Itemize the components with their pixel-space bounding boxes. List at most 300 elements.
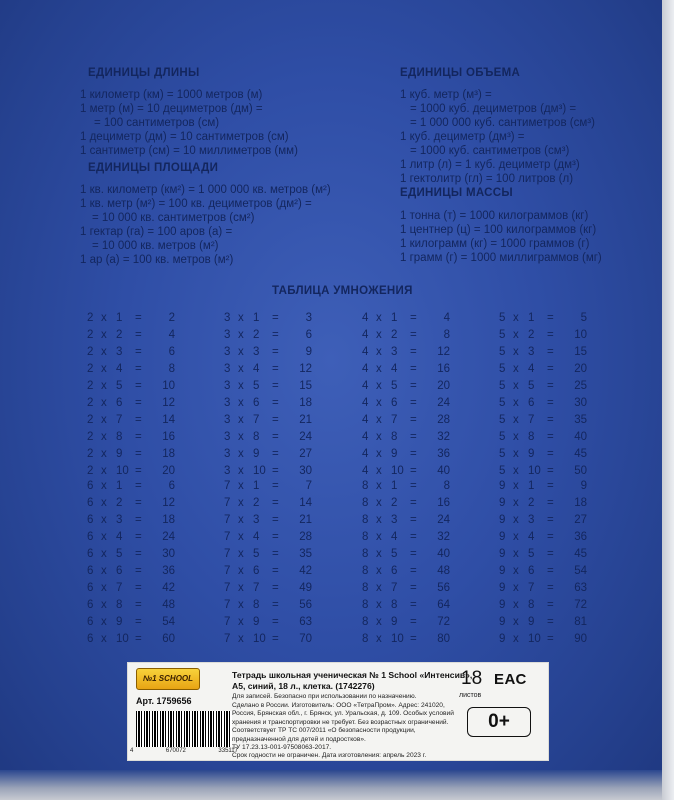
product-value: 72 xyxy=(437,616,450,628)
multiplier: 4 xyxy=(528,363,535,375)
multiplicand: 3 xyxy=(224,363,231,375)
area-line: = 10 000 кв. метров (м²) xyxy=(92,240,219,252)
multiplier: 2 xyxy=(528,329,535,341)
multiplication-row xyxy=(362,448,472,466)
multiplication-row xyxy=(87,380,197,398)
equals-sign: = xyxy=(547,414,554,426)
multiplication-row xyxy=(362,531,472,549)
times-sign: x xyxy=(238,480,244,492)
multiplier: 8 xyxy=(528,599,535,611)
multiplicand: 9 xyxy=(499,582,506,594)
volume-heading: ЕДИНИЦЫ ОБЪЕМА xyxy=(400,67,521,79)
multiplicand: 5 xyxy=(499,465,506,477)
times-sign: x xyxy=(376,380,382,392)
times-sign: x xyxy=(376,363,382,375)
multiplicand: 8 xyxy=(362,497,369,509)
barcode-number: 335117 xyxy=(218,748,238,754)
multiplication-row xyxy=(499,380,609,398)
equals-sign: = xyxy=(135,531,142,543)
product-value: 27 xyxy=(299,448,312,460)
multiplicand: 5 xyxy=(499,448,506,460)
multiplicand: 9 xyxy=(499,531,506,543)
times-sign: x xyxy=(238,531,244,543)
multiplication-row xyxy=(87,329,197,347)
barcode-numbers xyxy=(130,748,238,754)
times-sign: x xyxy=(376,414,382,426)
multiplier: 5 xyxy=(116,380,123,392)
eac-mark: ЕАС xyxy=(494,671,527,688)
multiplication-row xyxy=(224,548,334,566)
multiplication-row xyxy=(87,548,197,566)
barcode-number: 670072 xyxy=(165,748,186,754)
multiplicand: 7 xyxy=(224,599,231,611)
times-sign: x xyxy=(238,633,244,645)
times-sign: x xyxy=(101,414,107,426)
volume-line: 1 куб. дециметр (дм³) = xyxy=(400,131,525,143)
label-info-line: предназначенной для детей и подростков». xyxy=(232,735,366,743)
multiplicand: 2 xyxy=(87,363,94,375)
multiplier: 6 xyxy=(391,565,398,577)
product-value: 18 xyxy=(299,397,312,409)
times-sign: x xyxy=(513,633,519,645)
equals-sign: = xyxy=(135,548,142,560)
multiplier: 1 xyxy=(391,312,398,324)
times-sign: x xyxy=(376,565,382,577)
multiplicand: 8 xyxy=(362,480,369,492)
product-value: 15 xyxy=(574,346,587,358)
multiplication-row xyxy=(362,514,472,532)
product-value: 21 xyxy=(299,514,312,526)
equals-sign: = xyxy=(135,380,142,392)
times-sign: x xyxy=(513,548,519,560)
product-value: 63 xyxy=(299,616,312,628)
multiplication-row xyxy=(362,380,472,398)
product-value: 12 xyxy=(299,363,312,375)
product-subtitle: А5, синий, 18 л., клетка. (1742276) xyxy=(232,681,375,691)
sheets-count: 18 xyxy=(461,668,483,689)
multiplication-row xyxy=(499,448,609,466)
times-sign: x xyxy=(376,431,382,443)
equals-sign: = xyxy=(135,397,142,409)
product-value: 7 xyxy=(305,480,312,492)
multiplier: 8 xyxy=(116,431,123,443)
product-value: 18 xyxy=(162,448,175,460)
notebook-edge xyxy=(662,0,674,800)
multiplicand: 2 xyxy=(87,431,94,443)
multiplier: 5 xyxy=(528,380,535,392)
multiplication-row xyxy=(362,548,472,566)
multiplication-row xyxy=(224,480,334,498)
multiplication-row xyxy=(362,414,472,432)
product-value: 45 xyxy=(574,548,587,560)
multiplicand: 9 xyxy=(499,497,506,509)
multiplication-row xyxy=(224,329,334,347)
product-value: 6 xyxy=(168,346,175,358)
times-sign: x xyxy=(238,565,244,577)
multiplication-row xyxy=(87,497,197,515)
times-sign: x xyxy=(513,531,519,543)
multiplication-row xyxy=(224,380,334,398)
multiplicand: 4 xyxy=(362,431,369,443)
multiplication-row xyxy=(224,531,334,549)
multiplication-row xyxy=(87,480,197,498)
label-info-line: Для записей. Безопасно при использовании по назначению. xyxy=(232,693,417,700)
times-sign: x xyxy=(101,448,107,460)
equals-sign: = xyxy=(135,448,142,460)
multiplier: 2 xyxy=(391,329,398,341)
times-sign: x xyxy=(513,329,519,341)
product-value: 54 xyxy=(574,565,587,577)
product-label xyxy=(127,662,549,761)
multiplication-row xyxy=(499,497,609,515)
multiplicand: 9 xyxy=(499,548,506,560)
times-sign: x xyxy=(101,363,107,375)
multiplicand: 3 xyxy=(224,397,231,409)
multiplicand: 2 xyxy=(87,312,94,324)
multiplicand: 7 xyxy=(224,582,231,594)
mass-line: 1 килограмм (кг) = 1000 граммов (г) xyxy=(400,238,590,250)
product-value: 70 xyxy=(299,633,312,645)
product-value: 42 xyxy=(299,565,312,577)
multiplier: 10 xyxy=(391,633,404,645)
multiplier: 5 xyxy=(253,380,260,392)
equals-sign: = xyxy=(135,497,142,509)
multiplicand: 5 xyxy=(499,431,506,443)
equals-sign: = xyxy=(272,363,279,375)
multiplier: 3 xyxy=(391,514,398,526)
equals-sign: = xyxy=(547,312,554,324)
product-value: 35 xyxy=(299,548,312,560)
multiplicand: 7 xyxy=(224,514,231,526)
multiplication-row xyxy=(224,312,334,330)
equals-sign: = xyxy=(135,582,142,594)
equals-sign: = xyxy=(410,531,417,543)
length-line: 1 сантиметр (см) = 10 миллиметров (мм) xyxy=(80,145,298,157)
times-sign: x xyxy=(376,633,382,645)
multiplicand: 6 xyxy=(87,480,94,492)
multiplication-row xyxy=(362,616,472,634)
multiplication-row xyxy=(362,363,472,381)
product-value: 8 xyxy=(168,363,175,375)
label-info-line: Сделано в России. Изготовитель: ООО «ТетраПром». Адрес: 241020, xyxy=(232,701,445,709)
multiplicand: 5 xyxy=(499,346,506,358)
multiplier: 4 xyxy=(253,531,260,543)
product-value: 5 xyxy=(580,312,587,324)
multiplication-row xyxy=(87,312,197,330)
product-value: 2 xyxy=(168,312,175,324)
multiplicand: 8 xyxy=(362,599,369,611)
equals-sign: = xyxy=(272,431,279,443)
equals-sign: = xyxy=(272,616,279,628)
volume-line: = 1000 куб. дециметров (дм³) = xyxy=(410,103,577,115)
multiplicand: 2 xyxy=(87,397,94,409)
multiplicand: 4 xyxy=(362,329,369,341)
times-sign: x xyxy=(376,465,382,477)
times-sign: x xyxy=(376,312,382,324)
equals-sign: = xyxy=(135,312,142,324)
multiplier: 8 xyxy=(391,431,398,443)
product-value: 30 xyxy=(162,548,175,560)
equals-sign: = xyxy=(272,312,279,324)
multiplier: 7 xyxy=(528,582,535,594)
product-value: 16 xyxy=(162,431,175,443)
multiplier: 2 xyxy=(116,329,123,341)
multiplication-row xyxy=(224,448,334,466)
equals-sign: = xyxy=(272,346,279,358)
multiplicand: 2 xyxy=(87,448,94,460)
product-value: 40 xyxy=(437,548,450,560)
multiplication-row xyxy=(499,548,609,566)
multiplication-row xyxy=(499,582,609,600)
multiplier: 1 xyxy=(528,480,535,492)
product-value: 10 xyxy=(574,329,587,341)
times-sign: x xyxy=(376,582,382,594)
times-sign: x xyxy=(376,599,382,611)
multiplication-row xyxy=(362,480,472,498)
multiplier: 9 xyxy=(391,616,398,628)
times-sign: x xyxy=(238,599,244,611)
product-value: 36 xyxy=(437,448,450,460)
times-sign: x xyxy=(238,514,244,526)
times-sign: x xyxy=(513,582,519,594)
multiplier: 4 xyxy=(528,531,535,543)
equals-sign: = xyxy=(547,329,554,341)
multiplication-row xyxy=(499,329,609,347)
equals-sign: = xyxy=(410,582,417,594)
multiplier: 5 xyxy=(391,380,398,392)
multiplication-row xyxy=(499,397,609,415)
product-value: 12 xyxy=(162,397,175,409)
product-value: 20 xyxy=(162,465,175,477)
equals-sign: = xyxy=(410,465,417,477)
times-sign: x xyxy=(513,465,519,477)
multiplicand: 5 xyxy=(499,380,506,392)
equals-sign: = xyxy=(410,599,417,611)
equals-sign: = xyxy=(272,465,279,477)
product-value: 24 xyxy=(299,431,312,443)
product-value: 81 xyxy=(574,616,587,628)
multiplier: 5 xyxy=(391,548,398,560)
multiplication-row xyxy=(362,431,472,449)
multiplicand: 3 xyxy=(224,312,231,324)
times-sign: x xyxy=(513,565,519,577)
multiplication-row xyxy=(224,633,334,651)
equals-sign: = xyxy=(410,480,417,492)
multiplication-row xyxy=(362,497,472,515)
multiplication-row xyxy=(87,363,197,381)
multiplicand: 8 xyxy=(362,548,369,560)
equals-sign: = xyxy=(547,514,554,526)
equals-sign: = xyxy=(410,329,417,341)
times-sign: x xyxy=(238,465,244,477)
multiplication-row xyxy=(224,363,334,381)
label-info-line: Россия, Брянская обл., г. Брянск, ул. Уральская, д. 109. Особых условий xyxy=(232,710,454,717)
multiplication-row xyxy=(87,431,197,449)
multiplier: 9 xyxy=(116,448,123,460)
equals-sign: = xyxy=(547,480,554,492)
area-line: = 10 000 кв. сантиметров (см²) xyxy=(92,212,255,224)
multiplier: 10 xyxy=(528,465,541,477)
multiplicand: 2 xyxy=(87,346,94,358)
product-value: 28 xyxy=(299,531,312,543)
product-value: 45 xyxy=(574,448,587,460)
multiplication-row xyxy=(362,565,472,583)
multiplication-row xyxy=(362,633,472,651)
multiplication-row xyxy=(87,633,197,651)
multiplicand: 6 xyxy=(87,548,94,560)
multiplicand: 3 xyxy=(224,448,231,460)
product-value: 56 xyxy=(437,582,450,594)
multiplicand: 4 xyxy=(362,346,369,358)
multiplier: 9 xyxy=(391,448,398,460)
product-value: 16 xyxy=(437,363,450,375)
multiplication-row xyxy=(362,397,472,415)
multiplier: 10 xyxy=(528,633,541,645)
multiplier: 3 xyxy=(253,346,260,358)
times-sign: x xyxy=(101,548,107,560)
multiplier: 1 xyxy=(253,312,260,324)
label-info-line: Соответствует ТР ТС 007/2011 «О безопасности продукции, xyxy=(232,727,416,734)
equals-sign: = xyxy=(135,431,142,443)
product-value: 18 xyxy=(162,514,175,526)
multiplier: 5 xyxy=(528,548,535,560)
equals-sign: = xyxy=(410,633,417,645)
multiplicand: 8 xyxy=(362,582,369,594)
times-sign: x xyxy=(376,548,382,560)
multiplier: 4 xyxy=(391,531,398,543)
equals-sign: = xyxy=(410,363,417,375)
times-sign: x xyxy=(513,431,519,443)
multiplication-row xyxy=(499,346,609,364)
multiplicand: 7 xyxy=(224,480,231,492)
area-line: 1 ар (а) = 100 кв. метров (м²) xyxy=(80,254,234,266)
multiplicand: 4 xyxy=(362,465,369,477)
multiplicand: 8 xyxy=(362,565,369,577)
multiplication-row xyxy=(224,397,334,415)
multiplication-row xyxy=(499,431,609,449)
multiplier: 8 xyxy=(116,599,123,611)
product-value: 12 xyxy=(437,346,450,358)
equals-sign: = xyxy=(410,497,417,509)
multiplicand: 7 xyxy=(224,565,231,577)
times-sign: x xyxy=(101,346,107,358)
times-sign: x xyxy=(513,497,519,509)
product-value: 14 xyxy=(162,414,175,426)
multiplication-row xyxy=(499,531,609,549)
product-value: 90 xyxy=(574,633,587,645)
equals-sign: = xyxy=(410,414,417,426)
product-value: 42 xyxy=(162,582,175,594)
product-value: 28 xyxy=(437,414,450,426)
times-sign: x xyxy=(513,480,519,492)
multiplicand: 6 xyxy=(87,582,94,594)
equals-sign: = xyxy=(547,397,554,409)
multiplier: 6 xyxy=(528,397,535,409)
multiplier: 4 xyxy=(116,531,123,543)
multiplier: 3 xyxy=(528,514,535,526)
multiplicand: 4 xyxy=(362,380,369,392)
times-sign: x xyxy=(376,346,382,358)
times-sign: x xyxy=(101,582,107,594)
multiplier: 1 xyxy=(391,480,398,492)
mass-line: 1 тонна (т) = 1000 килограммов (кг) xyxy=(400,210,589,222)
times-sign: x xyxy=(101,329,107,341)
mass-heading: ЕДИНИЦЫ МАССЫ xyxy=(400,187,513,199)
times-sign: x xyxy=(238,363,244,375)
equals-sign: = xyxy=(272,565,279,577)
equals-sign: = xyxy=(272,582,279,594)
volume-block xyxy=(400,88,595,186)
label-info-line: Срок годности не ограничен. Дата изготовления: апрель 2023 г. xyxy=(232,752,427,759)
multiplication-row xyxy=(499,514,609,532)
mass-line: 1 грамм (г) = 1000 миллиграммов (мг) xyxy=(400,252,602,264)
multiplicand: 6 xyxy=(87,565,94,577)
times-sign: x xyxy=(376,514,382,526)
product-value: 21 xyxy=(299,414,312,426)
area-line: 1 гектар (га) = 100 аров (а) = xyxy=(80,226,233,238)
multiplication-row xyxy=(362,582,472,600)
product-value: 36 xyxy=(574,531,587,543)
multiplicand: 4 xyxy=(362,397,369,409)
multiplication-heading: ТАБЛИЦА УМНОЖЕНИЯ xyxy=(272,285,413,297)
product-value: 4 xyxy=(168,329,175,341)
multiplier: 7 xyxy=(528,414,535,426)
multiplicand: 5 xyxy=(499,312,506,324)
multiplication-row xyxy=(499,480,609,498)
equals-sign: = xyxy=(547,599,554,611)
product-value: 9 xyxy=(580,480,587,492)
multiplier: 2 xyxy=(391,497,398,509)
times-sign: x xyxy=(101,531,107,543)
times-sign: x xyxy=(513,448,519,460)
multiplier: 6 xyxy=(116,397,123,409)
equals-sign: = xyxy=(410,346,417,358)
barcode-number: 4 xyxy=(130,748,134,754)
multiplication-row xyxy=(224,346,334,364)
multiplicand: 6 xyxy=(87,531,94,543)
equals-sign: = xyxy=(547,363,554,375)
multiplier: 10 xyxy=(391,465,404,477)
area-heading: ЕДИНИЦЫ ПЛОЩАДИ xyxy=(88,162,219,174)
times-sign: x xyxy=(238,616,244,628)
multiplier: 3 xyxy=(391,346,398,358)
equals-sign: = xyxy=(272,448,279,460)
multiplier: 9 xyxy=(528,448,535,460)
times-sign: x xyxy=(101,633,107,645)
multiplicand: 6 xyxy=(87,599,94,611)
equals-sign: = xyxy=(135,465,142,477)
multiplicand: 5 xyxy=(499,414,506,426)
multiplier: 10 xyxy=(116,633,129,645)
multiplicand: 9 xyxy=(499,565,506,577)
times-sign: x xyxy=(513,312,519,324)
times-sign: x xyxy=(513,616,519,628)
multiplicand: 2 xyxy=(87,380,94,392)
label-info-line: ТУ 17.23.13-001-97508063-2017. xyxy=(232,744,332,751)
equals-sign: = xyxy=(410,616,417,628)
product-value: 80 xyxy=(437,633,450,645)
equals-sign: = xyxy=(135,633,142,645)
multiplication-row xyxy=(499,616,609,634)
equals-sign: = xyxy=(410,514,417,526)
times-sign: x xyxy=(238,497,244,509)
product-value: 24 xyxy=(437,514,450,526)
times-sign: x xyxy=(238,448,244,460)
product-value: 36 xyxy=(162,565,175,577)
product-value: 32 xyxy=(437,431,450,443)
equals-sign: = xyxy=(547,448,554,460)
multiplier: 2 xyxy=(253,497,260,509)
